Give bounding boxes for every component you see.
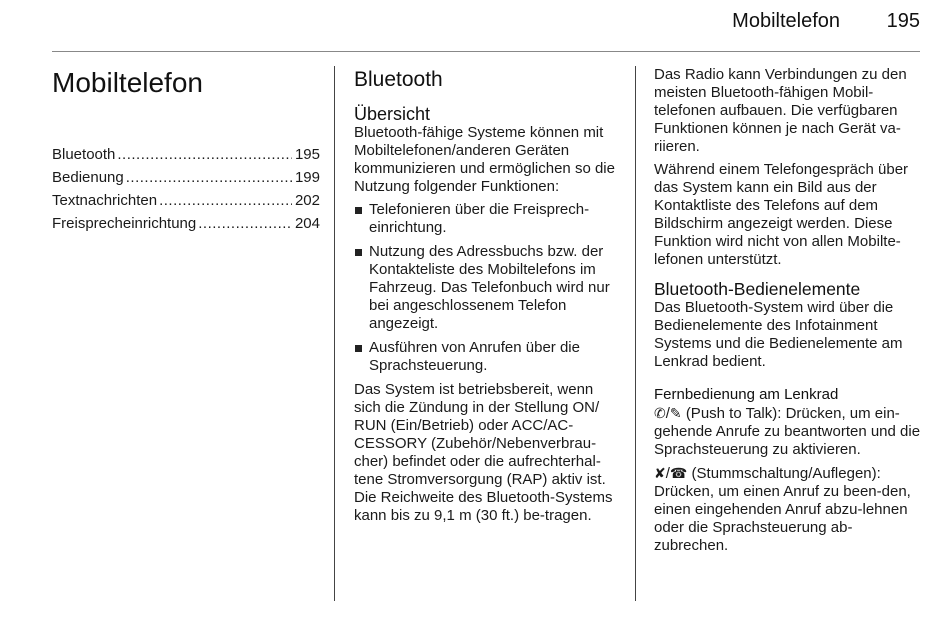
list-item: Telefonieren über die Freisprech-einrichtung. (354, 201, 618, 237)
page-number: 195 (886, 10, 920, 32)
toc-entry-textnachrichten[interactable] (52, 189, 320, 212)
toc-entry-bluetooth[interactable] (52, 143, 320, 166)
push-to-talk-label: (Push to Talk): (685, 405, 782, 422)
radio-paragraph: Das Radio kann Verbindungen zu den meisten Bluetooth-fähigen Mobil-telefonen aufbauen. Die verfügbaren Funktionen können je nach Gerät va-riieren. (654, 66, 907, 155)
toc-label: Textnachrichten (52, 192, 158, 209)
toc-page: 204 (294, 215, 320, 232)
chapter-title: Mobiltelefon (52, 67, 203, 98)
controls-paragraph: Das Bluetooth-System wird über die Bedienelemente des Infotainment Systems und die Bedienelemente am Lenkrad bedient. (654, 299, 903, 370)
bluetooth-column (354, 66, 618, 530)
toc-entry-freisprecheinrichtung[interactable] (52, 212, 320, 235)
toc-label: Freisprecheinrichtung (52, 215, 197, 232)
mute-hangup-paragraph: ✘/☎ (Stummschaltung/Auflegen): Drücken, um einen Anruf zu been-den, einen eingehenden Anruf abzu-lehnen oder die Sprachsteuerung ab-zubrechen. (654, 465, 911, 554)
list-item: Ausführen von Anrufen über die Sprachsteuerung. (354, 339, 618, 375)
toc-leader (198, 212, 292, 235)
list-item: Nutzung des Adressbuchs bzw. der Kontakteliste des Mobiltelefons im Fahrzeug. Das Telefonbuch wird nur bei angeschlossenem Telefon angezeigt. (354, 243, 618, 333)
toc-label: Bedienung (52, 169, 124, 186)
phone-icon: ✆ (654, 405, 666, 421)
overview-intro: Bluetooth-fähige Systeme können mit Mobiltelefonen/anderen Geräten kommunizieren und ermöglichen so die Nutzung folgender Funktionen: (354, 124, 615, 195)
readiness-paragraph: Das System ist betriebsbereit, wenn sich die Zündung in der Stellung ON/ RUN (Ein/Betrieb) oder ACC/AC-CESSORY (Zubehör/Nebenverbrau-cher) befindet oder die aufrechterhal-tene Stromversorgung (RAP) aktiv ist. Die Reichweite des Bluetooth-Systems kann bis zu 9,1 m (30 ft.) be-tragen. (354, 381, 613, 524)
toc-label: Bluetooth (52, 146, 116, 163)
header-rule (52, 51, 920, 52)
subheading-steering-remote: Fernbedienung am Lenkrad (654, 386, 839, 403)
mute-icon: ✘ (654, 465, 666, 481)
section-heading-bluetooth: Bluetooth (354, 68, 443, 91)
table-of-contents (52, 143, 320, 235)
toc-page: 195 (294, 146, 320, 163)
push-to-talk-paragraph: ✆/✎ (Push to Talk): Drücken, um ein-gehende Anrufe zu beantworten und die Sprachsteuerung zu aktivieren. (654, 405, 921, 458)
toc-leader (159, 189, 292, 212)
call-image-paragraph: Während einem Telefongespräch über das System kann ein Bild aus der Kontaktliste des Telefons auf dem Bildschirm angezeigt werden. Diese Funktion wird nicht von allen Mobilte-lefonen unterstützt. (654, 161, 909, 268)
info-column (654, 66, 922, 560)
column-divider (635, 66, 636, 601)
hangup-icon: ☎ (669, 465, 688, 481)
toc-leader (117, 143, 292, 166)
toc-entry-bedienung[interactable] (52, 166, 320, 189)
toc-page: 199 (294, 169, 320, 186)
mute-hangup-text: Drücken, um einen Anruf zu been-den, einen eingehenden Anruf abzu-lehnen oder die Sprachsteuerung ab-zubrechen. (654, 483, 911, 554)
toc-page: 202 (294, 192, 320, 209)
mute-hangup-label: (Stummschaltung/Auflegen): (691, 465, 881, 482)
column-divider (334, 66, 335, 601)
subheading-overview: Übersicht (354, 104, 431, 124)
feature-list (354, 201, 618, 375)
chapter-column (52, 66, 320, 235)
subheading-controls: Bluetooth-Bedienelemente (654, 279, 861, 299)
toc-leader (126, 166, 292, 189)
running-header-title: Mobiltelefon (732, 10, 840, 32)
voice-icon: ✎ (669, 405, 682, 421)
push-to-talk-text: Drücken, um ein-gehende Anrufe zu beantworten und die Sprachsteuerung zu aktivieren. (654, 405, 921, 458)
